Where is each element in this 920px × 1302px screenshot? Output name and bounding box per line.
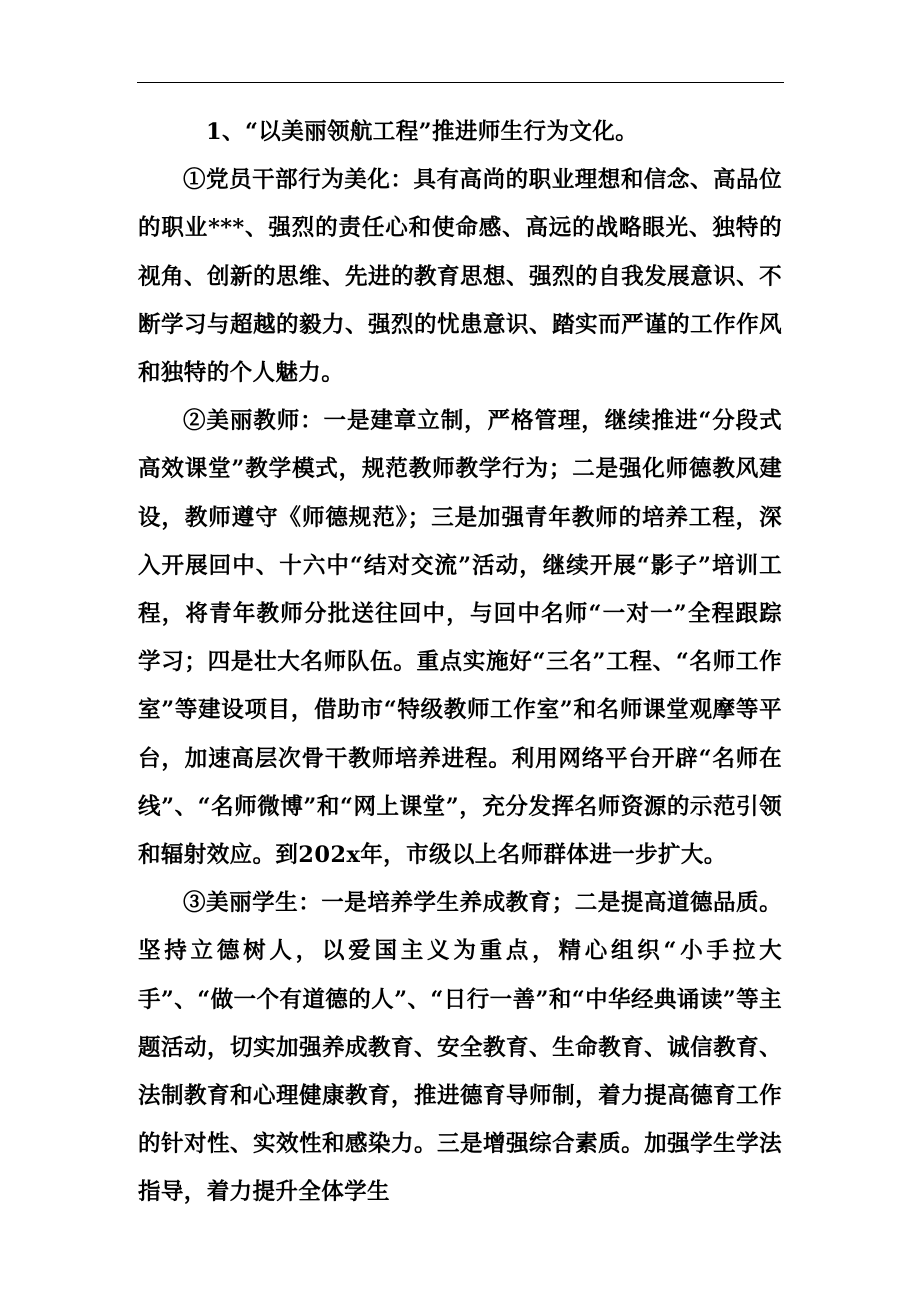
document-body [138,108,782,1217]
paragraph-teachers: ②美丽教师：一是建章立制，严格管理，继续推进“分段式高效课堂”教学模式，规范教师教学行为；二是强化师德教风建设，教师遵守《师德规范》；三是加强青年教师的培养工程，深入开展回中、十六中“结对交流”活动，继续开展“影子”培训工程，将青年教师分批送往回中，与回中名师“一对一”全程跟踪学习；四是壮大名师队伍。重点实施好“三名”工程、“名师工作室”等建设项目，借助市“特级教师工作室”和名师课堂观摩等平台，加速高层次骨干教师培养进程。利用网络平台开辟“名师在线”、“名师微博”和“网上课堂”，充分发挥名师资源的示范引领和辐射效应。到202x年，市级以上名师群体进一步扩大。 [138,408,782,869]
section-heading: 1、“以美丽领航工程”推进师生行为文化。 [206,119,639,145]
paragraph-party-cadres: ①党员干部行为美化：具有高尚的职业理想和信念、高品位的职业***、强烈的责任心和使命感、高远的战略眼光、独特的视角、创新的思维、先进的教育思想、强烈的自我发展意识、不断学习与超越的毅力、强烈的忧患意识、踏实而严谨的工作作风和独特的个人魅力。 [138,167,782,387]
header-rule [137,82,784,83]
paragraph-students: ③美丽学生：一是培养学生养成教育；二是提高道德品质。坚持立德树人，以爱国主义为重点，精心组织“小手拉大手”、“做一个有道德的人”、“日行一善”和“中华经典诵读”等主题活动，切实加强养成教育、安全教育、生命教育、诚信教育、法制教育和心理健康教育，推进德育导师制，着力提高德育工作的针对性、实效性和感染力。三是增强综合素质。加强学生学法指导，着力提升全体学生 [138,890,782,1206]
